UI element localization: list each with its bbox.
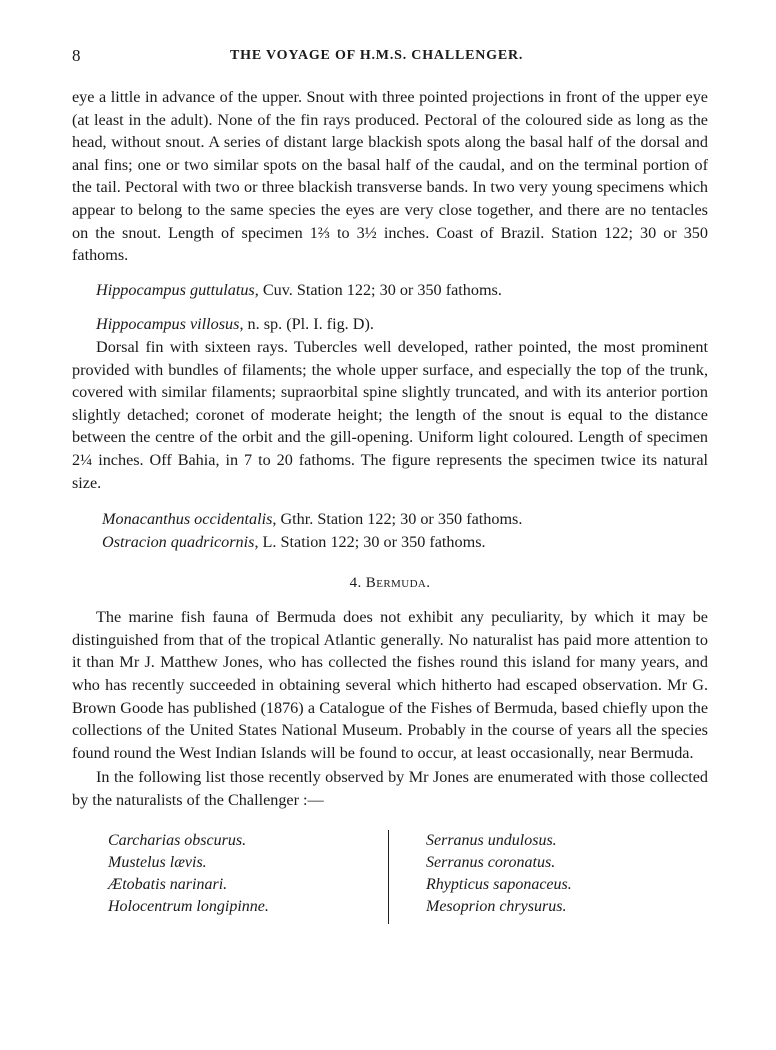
species-name: Hippocampus guttulatus xyxy=(96,280,255,299)
running-head xyxy=(72,40,708,64)
species-details: , Gthr. Station 122; 30 or 350 fathoms. xyxy=(272,510,523,529)
list-item: Rhypticus saponaceus. xyxy=(426,875,572,893)
column-divider xyxy=(388,830,389,924)
species-list xyxy=(72,830,708,926)
species-entry-monacanthus xyxy=(102,508,708,531)
section-title: Bermuda. xyxy=(365,575,431,592)
species-list-right-column xyxy=(426,830,572,918)
species-description: Dorsal fin with sixteen rays. Tubercles well developed, rather pointed, the most prominent provided with bundles of filaments; the whole upper surface, and especially the top of the trunk, covered with similar filaments; supraorbital spine slightly truncated, and with its anterior portion slightly detached; coronet of moderate height; the length of the snout is equal to the distance between the centre of the orbit and the gill-opening. Uniform light coloured. Length of specimen 2¼ inches. Off Bahia, in 7 to 20 fathoms. The figure represents the specimen twice its natural size. xyxy=(72,337,708,492)
species-entry-hippocampus-villosus xyxy=(72,313,708,336)
list-item: Serranus undulosus. xyxy=(426,831,557,849)
bermuda-paragraph: The marine fish fauna of Bermuda does not exhibit any peculiarity, by which it may be distinguished from that of the tropical Atlantic generally. No naturalist has paid more attention to it than Mr J. Matthew Jones, who has collected the fishes round this island for many years, and who has recently succeeded in obtaining several which hitherto had escaped observation. Mr G. Brown Goode has published (1876) a Catalogue of the Fishes of Bermuda, based chiefly upon the collections of the United States National Museum. Probably in the course of years all the species found round the West Indian Islands will be found to occur, at least occasionally, near Bermuda. xyxy=(72,608,708,762)
list-item: Serranus coronatus. xyxy=(426,853,556,871)
species-name: Monacanthus occidentalis xyxy=(102,510,273,529)
page xyxy=(72,40,708,926)
list-item: Holocentrum longipinne. xyxy=(108,897,269,915)
species-details: , L. Station 122; 30 or 350 fathoms. xyxy=(254,532,486,551)
species-entry-ostracion xyxy=(102,531,708,554)
list-item: Ætobatis narinari. xyxy=(108,875,228,893)
species-entry-hippocampus-guttulatus xyxy=(72,279,708,302)
species-name: Hippocampus villosus xyxy=(96,315,240,334)
list-intro-paragraph: In the following list those recently observed by Mr Jones are enumerated with those collected by the naturalists of the Challenger :— xyxy=(72,768,708,810)
continuation-paragraph: eye a little in advance of the upper. Snout with three pointed projections in front of the upper eye (at least in the adult). None of the fin rays produced. Pectoral of the coloured side as long as the head, without snout. A series of distant large blackish spots along the basal half of the dorsal and anal fins; one or two similar spots on the basal half of the caudal, and on the terminal portion of the tail. Pectoral with two or three blackish transverse bands. In two very young specimens which appear to belong to the same species the eyes are very close together, and there are no tentacles on the snout. Length of specimen 1⅔ to 3½ inches. Coast of Brazil. Station 122; 30 or 350 fathoms. xyxy=(72,88,708,265)
list-item: Mustelus lævis. xyxy=(108,853,207,871)
page-number: 8 xyxy=(72,46,82,65)
section-number: 4. xyxy=(349,575,362,592)
list-item: Carcharias obscurus. xyxy=(108,831,247,849)
species-details: , n. sp. (Pl. I. fig. D). xyxy=(239,315,374,334)
species-details: , Cuv. Station 122; 30 or 350 fathoms. xyxy=(254,280,502,299)
species-pair xyxy=(72,508,708,553)
list-item: Mesoprion chrysurus. xyxy=(426,897,567,915)
species-list-left-column xyxy=(108,830,269,918)
section-heading xyxy=(72,575,708,592)
running-title: THE VOYAGE OF H.M.S. CHALLENGER. xyxy=(230,48,524,63)
species-name: Ostracion quadricornis xyxy=(102,532,255,551)
